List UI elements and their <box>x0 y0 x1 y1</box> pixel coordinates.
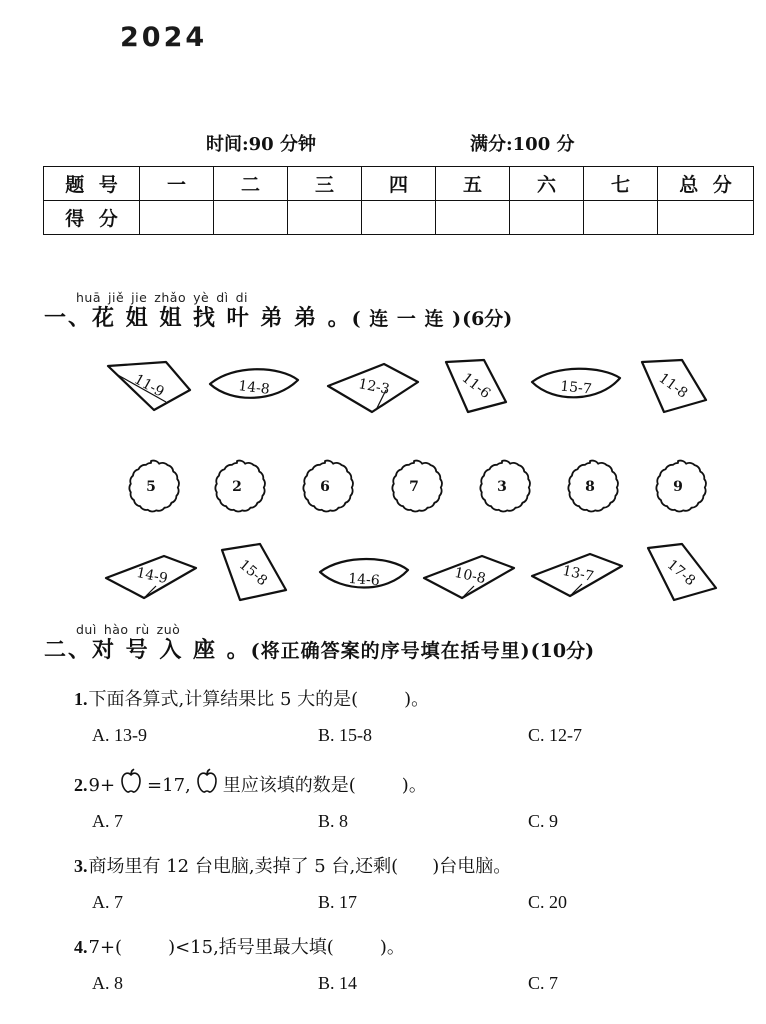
column-header-6: 六 <box>510 167 584 201</box>
question-1 <box>74 688 734 747</box>
pinyin-syllable: yè <box>193 290 210 305</box>
question-1-option-a[interactable]: A. 13-9 <box>92 724 147 745</box>
pinyin-syllable: zuò <box>156 622 181 637</box>
time-limit-label: 时间:90 分钟 <box>206 134 316 155</box>
question-2 <box>74 768 734 833</box>
section-1-points: (6分) <box>462 308 513 330</box>
pinyin-syllable: zhǎo <box>154 290 187 305</box>
pinyin-syllable: hào <box>103 622 129 637</box>
section-1-title-line <box>44 306 512 331</box>
question-3-number: 3. <box>74 856 88 876</box>
question-2-stem <box>74 768 734 798</box>
pinyin-syllable: rù <box>135 622 150 637</box>
full-score-label: 满分:100 分 <box>470 134 575 155</box>
leaf-shape-top-3[interactable] <box>326 360 422 414</box>
question-3-stem <box>74 855 734 879</box>
score-table <box>43 166 754 235</box>
question-2-option-b[interactable]: B. 8 <box>318 811 349 831</box>
flower-shape-2[interactable] <box>208 458 266 516</box>
column-header-5: 五 <box>436 167 510 201</box>
column-header-2: 二 <box>214 167 288 201</box>
question-2-option-c[interactable]: C. 9 <box>528 811 559 831</box>
question-1-option-b[interactable]: B. 15-8 <box>318 724 372 745</box>
question-3 <box>74 855 734 914</box>
score-cell-3[interactable] <box>288 201 362 235</box>
leaf-label-top-4: 11-6 <box>458 370 494 402</box>
question-1-text-end: )。 <box>404 689 430 710</box>
row-header-question-number: 题 号 <box>44 167 140 201</box>
question-2-text-c: 里应该填的数是( <box>222 775 356 796</box>
question-2-number: 2. <box>74 775 88 795</box>
score-cell-4[interactable] <box>362 201 436 235</box>
section-2-title: 对 号 入 座 。 <box>92 637 251 663</box>
section-1-pinyin <box>76 290 512 306</box>
leaf-shape-bottom-5[interactable] <box>530 550 626 598</box>
question-1-options <box>92 725 734 747</box>
leaf-shape-bottom-6[interactable] <box>640 542 722 604</box>
flower-label-4: 7 <box>409 479 419 495</box>
leaf-label-top-6: 11-8 <box>655 370 691 402</box>
apple-icon <box>116 768 146 798</box>
leaf-label-top-5: 15-7 <box>559 378 593 398</box>
section-2-title-line <box>44 638 594 663</box>
year-label: 2024 <box>120 22 208 53</box>
section-2-pinyin <box>76 622 594 638</box>
leaf-label-top-3: 12-3 <box>357 376 391 398</box>
leaf-shape-bottom-4[interactable] <box>422 552 518 600</box>
apple-icon <box>192 768 222 798</box>
pinyin-syllable: jie <box>131 290 148 305</box>
question-3-text: 商场里有 12 台电脑,卖掉了 5 台,还剩( <box>88 856 399 877</box>
pinyin-syllable: jiě <box>108 290 125 305</box>
flower-label-6: 8 <box>585 479 595 495</box>
section-1-title: 花 姐 姐 找 叶 弟 弟 。 <box>92 305 352 331</box>
flower-label-7: 9 <box>673 479 683 495</box>
score-cell-2[interactable] <box>214 201 288 235</box>
flower-shape-6[interactable] <box>561 458 619 516</box>
leaf-shape-top-2[interactable] <box>206 368 302 408</box>
section-2-number: 二、 <box>44 637 93 663</box>
question-2-text-b: =17, <box>147 775 191 796</box>
leaf-shape-top-1[interactable] <box>104 360 194 412</box>
question-4-option-b[interactable]: B. 14 <box>318 972 358 993</box>
flower-label-2: 2 <box>232 479 242 495</box>
section-1-instruction: ( 连 一 连 ) <box>351 308 463 330</box>
column-header-total: 总 分 <box>658 167 754 201</box>
question-4 <box>74 936 734 995</box>
section-heading-1 <box>44 290 512 331</box>
question-3-option-b[interactable]: B. 17 <box>318 891 358 912</box>
question-4-stem <box>74 936 734 960</box>
section-2-instruction: (将正确答案的序号填在括号里) <box>250 640 531 662</box>
leaf-shape-top-6[interactable] <box>634 358 712 414</box>
question-2-options <box>92 811 734 833</box>
table-row-scores <box>44 201 754 235</box>
leaf-label-bottom-4: 10-8 <box>452 564 488 588</box>
section-heading-2 <box>44 622 594 663</box>
flower-label-3: 6 <box>320 479 330 495</box>
question-4-number: 4. <box>74 937 88 957</box>
question-1-option-c[interactable]: C. 12-7 <box>528 724 582 745</box>
question-4-option-a[interactable]: A. 8 <box>92 972 123 993</box>
question-1-text: 下面各算式,计算结果比 5 大的是( <box>88 689 359 710</box>
question-2-text-a: 9+ <box>88 775 116 796</box>
question-4-text-a: 7+( <box>88 937 123 958</box>
column-header-7: 七 <box>584 167 658 201</box>
question-3-option-c[interactable]: C. 20 <box>528 891 568 912</box>
question-3-option-a[interactable]: A. 7 <box>92 891 123 912</box>
question-4-text-b: )<15,括号里最大填( <box>168 937 334 958</box>
exam-meta-row <box>0 130 766 156</box>
leaf-label-bottom-1: 14-9 <box>134 564 170 588</box>
leaf-label-bottom-5: 13-7 <box>560 562 596 586</box>
question-1-number: 1. <box>74 689 88 709</box>
flower-label-1: 5 <box>146 479 156 495</box>
pinyin-syllable: huā <box>76 290 102 305</box>
leaf-label-bottom-6: 17-8 <box>663 556 699 590</box>
question-3-text-end: )台电脑。 <box>432 856 512 877</box>
column-header-1: 一 <box>140 167 214 201</box>
row-header-score: 得 分 <box>44 201 140 235</box>
flower-shape-5[interactable] <box>473 458 531 516</box>
question-1-stem <box>74 688 734 712</box>
question-2-text-end: )。 <box>401 775 427 796</box>
flower-shape-7[interactable] <box>649 458 707 516</box>
leaf-shape-bottom-1[interactable] <box>104 552 200 600</box>
score-cell-1[interactable] <box>140 201 214 235</box>
score-cell-6[interactable] <box>510 201 584 235</box>
table-row-question-numbers <box>44 167 754 201</box>
leaf-shape-bottom-3[interactable] <box>316 560 412 600</box>
column-header-3: 三 <box>288 167 362 201</box>
leaf-label-bottom-2: 15-8 <box>235 556 271 590</box>
flower-label-5: 3 <box>497 479 507 495</box>
column-header-4: 四 <box>362 167 436 201</box>
question-4-text-end: )。 <box>379 937 405 958</box>
leaf-label-top-1: 11-9 <box>131 371 167 401</box>
question-2-option-a[interactable]: A. 7 <box>92 811 123 831</box>
matching-figure-area <box>0 348 766 618</box>
flower-shape-3[interactable] <box>296 458 354 516</box>
leaf-label-bottom-3: 14-6 <box>347 570 381 590</box>
pinyin-syllable: dì <box>216 290 229 305</box>
score-cell-5[interactable] <box>436 201 510 235</box>
leaf-shape-bottom-2[interactable] <box>214 542 292 604</box>
question-3-options <box>92 892 734 914</box>
flower-shape-1[interactable] <box>122 458 180 516</box>
leaf-shape-top-4[interactable] <box>440 358 512 414</box>
question-4-options <box>92 973 734 995</box>
pinyin-syllable: di <box>235 290 249 305</box>
leaf-label-top-2: 14-8 <box>237 378 271 398</box>
pinyin-syllable: duì <box>76 622 97 637</box>
score-cell-total[interactable] <box>658 201 754 235</box>
section-1-number: 一、 <box>44 305 93 331</box>
flower-shape-4[interactable] <box>385 458 443 516</box>
leaf-shape-top-5[interactable] <box>528 368 624 408</box>
section-2-points: (10分) <box>530 640 595 662</box>
score-cell-7[interactable] <box>584 201 658 235</box>
question-4-option-c[interactable]: C. 7 <box>528 972 559 993</box>
